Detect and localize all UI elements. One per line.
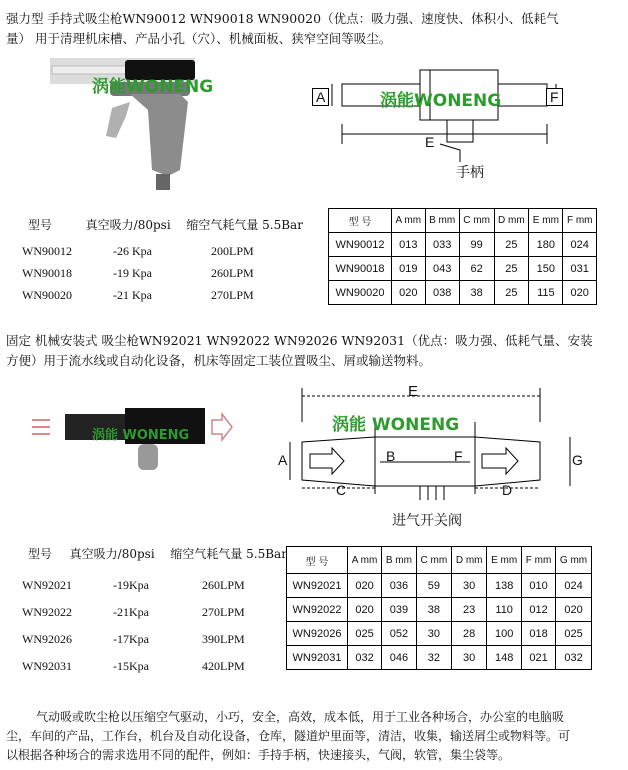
section2-title [6,331,624,371]
table-row [329,257,597,281]
dim1-header: B mm [425,209,459,233]
section1-title-line2: 量） 用于清理机床槽、产品小孔（穴）、机械面板、狭窄空间等吸尘。 [6,31,392,46]
footer-line3: 以根据各种场合的需求选用不同的配件，例如：手持手柄，快速接头，气阀，软管，集尘袋等。 [6,748,511,762]
footer-line1: 气动吸或吹尘枪以压缩空气驱动，小巧，安全，高效，成本低，用于工业各种场合，办公室的电脑吸 [36,710,565,724]
dim1-header-row [329,209,597,233]
section2-title-line1: 固定 机械安装式 吸尘枪WN92021 WN92022 WN92026 WN92031（优点：吸力强、低耗气量、安装 [6,333,593,348]
spec1-air: 260LPM [211,266,254,280]
dim2-cell: 100 [487,622,522,646]
dim2-cell: 039 [382,598,417,622]
dim2-header: G mm [556,547,592,574]
spec1-model: WN90018 [22,266,72,280]
dim2-cell: 010 [522,574,556,598]
spec1-row [22,266,254,281]
diagram1-label-e: E [425,134,435,150]
dim1-cell: WN90012 [329,233,392,257]
spec2-air: 420LPM [202,659,245,673]
dim1-cell: 020 [392,281,426,305]
dim2-header: E mm [487,547,522,574]
spec2-air: 260LPM [202,578,245,592]
dim1-cell: 38 [459,281,494,305]
dim2-header: C mm [416,547,451,574]
spec1-row [22,288,254,303]
diagram1-label-a: A [312,88,329,106]
dim2-cell: 025 [348,622,382,646]
spec2-header-air: 缩空气耗气量 5.5Bar [170,547,287,561]
table-row [287,574,592,598]
spec1-vacuum: -19 Kpa [113,266,152,280]
spec1-header-air: 缩空气耗气量 5.5Bar [186,218,303,232]
dim2-cell: 025 [556,622,592,646]
spec2-header-model: 型号 [28,547,53,561]
dim2-cell: 110 [487,598,522,622]
photo2-watermark: 涡能 WONENG [92,428,190,443]
section1-diagram [300,62,580,182]
diagram1-handle-label: 手柄 [456,165,484,181]
dim2-cell: WN92021 [287,574,348,598]
dim1-header: 型 号 [329,209,392,233]
photo1-watermark: 涡能WONENG [92,77,214,97]
dim1-cell: 024 [563,233,597,257]
section2-dimension-table [286,546,592,670]
dim2-cell: 020 [348,598,382,622]
spec2-row [22,632,245,647]
spec2-header-vacuum: 真空吸力/80psi [69,547,155,561]
section1-title-line1: 强力型 手持式吸尘枪WN90012 WN90018 WN90020（优点：吸力强、速度快、体积小、低耗气 [6,11,559,26]
dim2-cell: 020 [348,574,382,598]
spec1-air: 270LPM [211,288,254,302]
spec2-air: 270LPM [202,605,245,619]
dim1-header: A mm [392,209,426,233]
dim1-cell: 115 [529,281,563,305]
spec1-vacuum: -26 Kpa [113,244,152,258]
dim2-cell: 020 [556,598,592,622]
dim2-cell: 59 [416,574,451,598]
dim1-cell: 25 [494,281,529,305]
diagram2-label-e: E [408,383,419,400]
dim1-header: F mm [563,209,597,233]
spec1-header-vacuum: 真空吸力/80psi [85,218,171,232]
table-row [287,622,592,646]
handheld-gun-photo [30,50,230,200]
diagram2-label-a: A [278,452,288,468]
spec1-row [22,244,254,259]
spec2-vacuum: -15Kpa [113,659,149,673]
dim1-header: D mm [494,209,529,233]
dim2-cell: 021 [522,646,556,670]
table-row [329,281,597,305]
spec2-row [22,659,245,674]
spec2-row [22,605,245,620]
diagram1-watermark: 涡能WONENG [380,91,502,111]
dim2-cell: 30 [452,574,487,598]
dim1-cell: 043 [425,257,459,281]
spec1-model: WN90020 [22,288,72,302]
fixed-gun-photo [30,400,235,478]
dim1-cell: 180 [529,233,563,257]
dim1-cell: 25 [494,257,529,281]
section1-dimension-table [328,208,597,305]
dim2-cell: 38 [416,598,451,622]
dim2-header: F mm [522,547,556,574]
table-row [287,646,592,670]
dim2-cell: 30 [452,646,487,670]
dim2-cell: WN92022 [287,598,348,622]
diagram2-label-c: C [336,482,347,498]
dim1-cell: 013 [392,233,426,257]
diagram2-inlet-label: 进气开关阀 [392,513,462,529]
dim2-header: D mm [452,547,487,574]
dim2-cell: WN92031 [287,646,348,670]
spec2-model: WN92021 [22,578,72,592]
table-row [287,598,592,622]
dim2-header-row [287,547,592,574]
diagram2-label-d: D [502,482,513,498]
diagram1-label-f: F [546,88,563,106]
section1-title [6,9,624,49]
spec1-header-model: 型号 [28,218,53,232]
dim1-cell: 99 [459,233,494,257]
dim2-cell: WN92026 [287,622,348,646]
dim1-cell: 150 [529,257,563,281]
diagram2-label-f: F [454,448,463,464]
spec2-model: WN92031 [22,659,72,673]
dim2-header: 型 号 [287,547,348,574]
spec2-vacuum: -19Kpa [113,578,149,592]
dim1-header: C mm [459,209,494,233]
dim2-cell: 024 [556,574,592,598]
spec2-vacuum: -17Kpa [113,632,149,646]
dim2-cell: 052 [382,622,417,646]
dim1-cell: 019 [392,257,426,281]
dim2-cell: 032 [556,646,592,670]
dim1-cell: 020 [563,281,597,305]
table-row [329,233,597,257]
spec1-vacuum: -21 Kpa [113,288,152,302]
dim1-header: E mm [529,209,563,233]
dim2-cell: 23 [452,598,487,622]
section2-diagram [270,382,590,532]
footer-description [6,708,624,765]
section2-title-line2: 方便）用于流水线或自动化设备，机床等固定工装位置吸尘、屑或输送物料。 [6,353,432,368]
section1-spec-header [28,216,328,233]
dim2-cell: 012 [522,598,556,622]
spec2-vacuum: -21Kpa [113,605,149,619]
dim2-header: A mm [348,547,382,574]
dim2-cell: 138 [487,574,522,598]
spec2-model: WN92022 [22,605,72,619]
spec2-row [22,578,245,593]
dim2-cell: 018 [522,622,556,646]
diagram2-watermark: 涡能 WONENG [332,415,460,435]
section2-spec-header [28,545,328,562]
dim2-cell: 036 [382,574,417,598]
spec2-air: 390LPM [202,632,245,646]
dim1-cell: WN90020 [329,281,392,305]
dim2-cell: 30 [416,622,451,646]
dim2-cell: 032 [348,646,382,670]
dim1-cell: 031 [563,257,597,281]
dim1-cell: WN90018 [329,257,392,281]
diagram2-label-g: G [572,452,583,468]
dim2-header: B mm [382,547,417,574]
dim1-cell: 25 [494,233,529,257]
spec1-air: 200LPM [211,244,254,258]
dim2-cell: 28 [452,622,487,646]
dim1-cell: 038 [425,281,459,305]
footer-line2: 尘，车间的产品，工作台，机台及自动化设备，仓库，隧道炉里面等，清洁，收集，输送屑尘或物料等。可 [6,729,571,743]
dim1-cell: 62 [459,257,494,281]
dim2-cell: 148 [487,646,522,670]
dim2-cell: 32 [416,646,451,670]
dim2-cell: 046 [382,646,417,670]
dim1-cell: 033 [425,233,459,257]
spec2-model: WN92026 [22,632,72,646]
diagram2-label-b: B [386,448,396,464]
spec1-model: WN90012 [22,244,72,258]
